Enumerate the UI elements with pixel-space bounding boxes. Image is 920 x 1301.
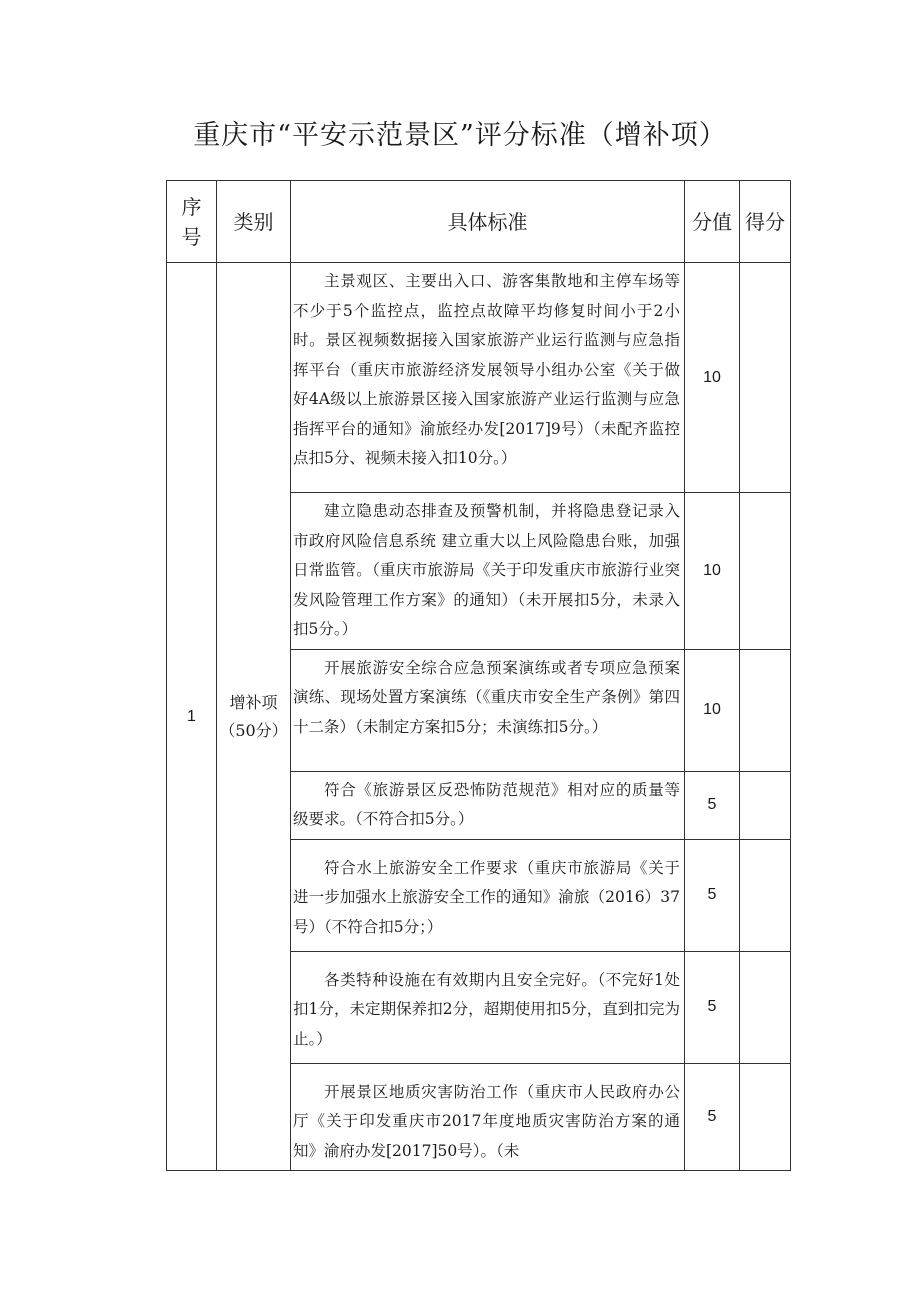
standard-text	[291, 839, 685, 951]
standard-paragraph: 主景观区、主要出入口、游客集散地和主停车场等不少于5个监控点，监控点故障平均修复时间小于2小时。景区视频数据接入国家旅游产业运行监测与应急指挥平台（重庆市旅游经济发展领导小组办公室《关于做好4A级以上旅游景区接入国家旅游产业运行监测与应急指挥平台的通知》渝旅经办发[2017]9号）（未配齐监控点扣5分、视频未接入扣10分。）	[293, 272, 680, 467]
standard-text	[291, 951, 685, 1063]
earned-score-cell[interactable]	[740, 951, 791, 1063]
scoring-table	[166, 180, 791, 1171]
standard-paragraph: 符合《旅游景区反恐怖防范规范》相对应的质量等级要求。（不符合扣5分。）	[293, 780, 680, 828]
standard-text	[291, 263, 685, 493]
score-value: 10	[685, 649, 740, 771]
group-category: 增补项（50分）	[217, 263, 291, 1171]
standard-paragraph: 各类特种设施在有效期内且安全完好。（不完好1处扣1分，未定期保养扣2分，超期使用扣5分，直到扣完为止。）	[293, 970, 680, 1048]
score-value: 10	[685, 493, 740, 650]
standard-paragraph: 建立隐患动态排查及预警机制，并将隐患登记录入市政府风险信息系统 建立重大以上风险隐患台账，加强日常监管。（重庆市旅游局《关于印发重庆市旅游行业突发风险管理工作方案》的通知）（未开展扣5分，未录入扣5分。）	[293, 502, 680, 638]
header-earned: 得分	[740, 181, 791, 263]
score-value: 5	[685, 951, 740, 1063]
standard-text	[291, 771, 685, 839]
standard-paragraph: 开展景区地质灾害防治工作（重庆市人民政府办公厅《关于印发重庆市2017年度地质灾害防治方案的通知》渝府办发[2017]50号）。（未	[293, 1082, 680, 1160]
header-seq-line2: 号	[181, 224, 202, 249]
header-score: 分值	[685, 181, 740, 263]
earned-score-cell[interactable]	[740, 1063, 791, 1171]
page-title: 重庆市“平安示范景区”评分标准（增补项）	[193, 120, 727, 151]
group-seq: 1	[167, 263, 217, 1171]
standard-paragraph: 开展旅游安全综合应急预案演练或者专项应急预案演练、现场处置方案演练（《重庆市安全生产条例》第四十二条）（未制定方案扣5分；未演练扣5分。）	[293, 658, 680, 736]
score-value: 10	[685, 263, 740, 493]
earned-score-cell[interactable]	[740, 493, 791, 650]
earned-score-cell[interactable]	[740, 771, 791, 839]
score-value: 5	[685, 771, 740, 839]
standard-text	[291, 493, 685, 650]
earned-score-cell[interactable]	[740, 263, 791, 493]
standard-paragraph: 符合水上旅游安全工作要求（重庆市旅游局《关于进一步加强水上旅游安全工作的通知》渝旅（2016）37号）（不符合扣5分；）	[293, 858, 680, 936]
standard-text	[291, 649, 685, 771]
earned-score-cell[interactable]	[740, 839, 791, 951]
table-header-row	[167, 181, 791, 263]
header-category: 类别	[217, 181, 291, 263]
earned-score-cell[interactable]	[740, 649, 791, 771]
header-standard: 具体标准	[291, 181, 685, 263]
score-value: 5	[685, 1063, 740, 1171]
header-seq-line1: 序	[181, 194, 202, 219]
table-row	[167, 263, 791, 493]
score-value: 5	[685, 839, 740, 951]
header-seq	[167, 181, 217, 263]
standard-text	[291, 1063, 685, 1171]
